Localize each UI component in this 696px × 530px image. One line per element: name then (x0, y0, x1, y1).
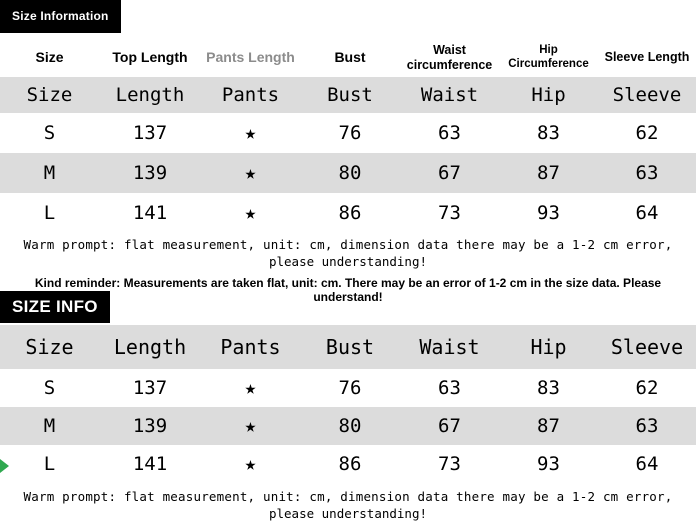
header-sleeve-length: Sleeve Length (604, 50, 690, 65)
star-icon: ★ (244, 121, 257, 144)
cell-size: L (43, 202, 56, 224)
cell-hip: 83 (537, 377, 560, 399)
mono-header-hip: Hip (499, 77, 598, 113)
cell-hip: 87 (499, 407, 598, 445)
table2-header-row-mono (0, 325, 696, 369)
mono-header-length: Length (99, 77, 201, 113)
star-icon: ★ (244, 452, 257, 475)
star-icon: ★ (201, 153, 300, 193)
size-info-tag: SIZE INFO (0, 291, 110, 323)
cell-size: S (43, 122, 56, 144)
cell-sleeve: 64 (635, 202, 659, 224)
size-table-section-2 (0, 325, 696, 525)
header-hip-circumference: Hip Circumference (508, 44, 589, 70)
table-row (0, 407, 696, 445)
header-size: Size (35, 49, 64, 66)
table-header-row-mono (0, 77, 696, 113)
kind-reminder: Kind reminder: Measurements are taken flat, unit: cm. There may be an error of 1-2 cm in the size data. Please understand! (34, 275, 662, 305)
warm-prompt-2-line1: Warm prompt: flat measurement, unit: cm, dimension data there may be a 1-2 cm error, (23, 489, 673, 504)
warm-prompt-1-line1: Warm prompt: flat measurement, unit: cm, dimension data there may be a 1-2 cm error, (23, 237, 673, 252)
table-row (0, 113, 696, 153)
mono-header-size: Size (0, 77, 99, 113)
cell-waist: 73 (438, 453, 461, 475)
mono-header-length: Length (99, 325, 201, 369)
header-top-length: Top Length (112, 49, 188, 66)
header-waist-circumference: Waist circumference (406, 43, 493, 72)
size-table-2 (0, 325, 696, 483)
cell-hip: 83 (537, 122, 560, 144)
cell-sleeve: 64 (635, 453, 659, 475)
cell-size: L (43, 453, 56, 475)
mono-header-sleeve: Sleeve (598, 77, 696, 113)
star-icon: ★ (244, 201, 257, 224)
warm-prompt-2 (0, 483, 696, 525)
warm-prompt-1 (0, 233, 696, 273)
cell-waist: 63 (438, 122, 461, 144)
star-icon: ★ (244, 376, 257, 399)
cell-bust: 86 (338, 202, 362, 224)
table-row (0, 369, 696, 407)
warm-prompt-2-line2: please understanding! (268, 505, 428, 521)
cell-hip: 87 (499, 153, 598, 193)
table-row (0, 193, 696, 233)
cell-bust: 80 (300, 153, 400, 193)
cell-size: M (0, 153, 99, 193)
mono-header-waist: Waist (400, 325, 499, 369)
cell-bust: 76 (338, 122, 362, 144)
mono-header-hip: Hip (499, 325, 598, 369)
cell-bust: 76 (338, 377, 362, 399)
mono-header-pants: Pants (201, 325, 300, 369)
mono-header-size: Size (0, 325, 99, 369)
table-header-row-en (0, 38, 696, 77)
header-pants-length: Pants Length (206, 49, 295, 66)
green-corner-marker (0, 459, 9, 473)
cell-sleeve: 62 (635, 122, 659, 144)
cell-length: 137 (132, 122, 168, 144)
cell-waist: 67 (400, 407, 499, 445)
table-row (0, 153, 696, 193)
cell-waist: 67 (400, 153, 499, 193)
cell-length: 139 (99, 153, 201, 193)
cell-hip: 93 (537, 453, 560, 475)
size-table-section-1 (0, 38, 696, 309)
cell-sleeve: 63 (598, 153, 696, 193)
star-icon: ★ (201, 407, 300, 445)
cell-length: 141 (132, 202, 168, 224)
cell-bust: 86 (338, 453, 362, 475)
table-row (0, 445, 696, 483)
cell-hip: 93 (537, 202, 560, 224)
cell-waist: 73 (438, 202, 461, 224)
cell-length: 139 (99, 407, 201, 445)
size-table-1 (0, 38, 696, 233)
mono-header-bust: Bust (300, 325, 400, 369)
mono-header-waist: Waist (400, 77, 499, 113)
header-bust: Bust (334, 49, 366, 66)
warm-prompt-1-line2: please understanding! (268, 253, 428, 269)
cell-size: S (43, 377, 56, 399)
size-information-tag: Size Information (0, 0, 121, 33)
cell-waist: 63 (438, 377, 461, 399)
cell-length: 141 (132, 453, 168, 475)
mono-header-pants: Pants (201, 77, 300, 113)
cell-length: 137 (132, 377, 168, 399)
cell-size: M (0, 407, 99, 445)
cell-sleeve: 63 (598, 407, 696, 445)
cell-sleeve: 62 (635, 377, 659, 399)
mono-header-sleeve: Sleeve (598, 325, 696, 369)
mono-header-bust: Bust (300, 77, 400, 113)
cell-bust: 80 (300, 407, 400, 445)
